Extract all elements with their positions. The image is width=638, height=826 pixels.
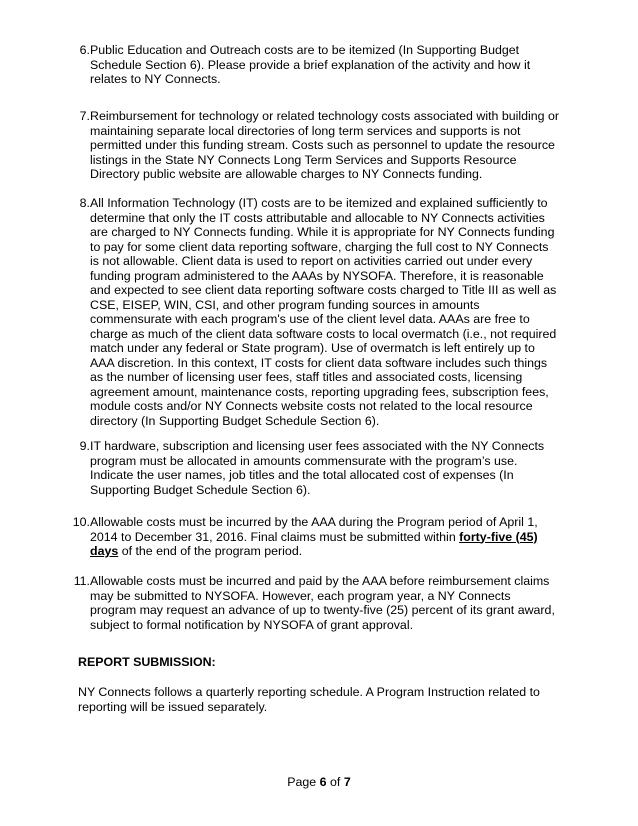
- text-line: module costs and/or NY Connects website costs not related to the local resource: [90, 399, 533, 413]
- page-word: Page: [287, 775, 317, 789]
- item-number: 8.: [79, 196, 90, 210]
- list-item-6: [60, 43, 570, 87]
- item-number: 11.: [73, 574, 90, 588]
- text-line: agreement amount, maintenance costs, reporting upgrading fees, subscription fees,: [90, 384, 549, 399]
- text-line: funding program administered to the AAAs by NYSOFA. Therefore, it is reasonable: [90, 268, 544, 283]
- page-footer: [0, 775, 638, 790]
- list-item-9: [60, 439, 570, 497]
- text-line: charge as much of the client data software costs to local overmatch (i.e., not required: [90, 326, 557, 341]
- item-text: [90, 439, 570, 497]
- text-line: reporting will be issued separately.: [78, 699, 268, 714]
- report-submission-heading: REPORT SUBMISSION:: [78, 655, 216, 669]
- text-line: is not allowable. Client data is used to report on activities carried out under every: [90, 254, 533, 268]
- item-number: 6.: [79, 43, 90, 57]
- item-text: [90, 196, 570, 428]
- current-page-number: 6: [319, 775, 327, 789]
- text-run: 2014 to December 31, 2016. Final claims must be submitted within: [90, 529, 460, 544]
- text-line: Reimbursement for technology or related technology costs associated with building or: [90, 109, 560, 123]
- text-line: permitted under this funding stream. Costs such as personnel to update the resource: [90, 138, 555, 152]
- text-line: and expected to see client data reporting software costs charged to Title III as well as: [90, 283, 557, 297]
- text-line: program may request an advance of up to twenty-five (25) percent of its grant award,: [90, 603, 555, 617]
- text-line: may be submitted to NYSOFA. However, each program year, a NY Connects: [90, 588, 511, 603]
- text-line: All Information Technology (IT) costs are to be itemized and explained sufficiently to: [90, 196, 548, 210]
- text-line: program must be allocated in amounts commensurate with the program’s use.: [90, 453, 518, 468]
- text-line: Allowable costs must be incurred by the AAA during the Program period of April 1,: [90, 515, 538, 529]
- list-item-10: [60, 515, 570, 559]
- list-item-8: [60, 196, 570, 428]
- text-line: [90, 544, 570, 559]
- text-line: subject to formal notification by NYSOFA of grant approval.: [90, 617, 414, 632]
- text-line: as the number of licensing user fees, staff titles and associated costs, licensing: [90, 370, 523, 384]
- item-text: [90, 574, 570, 632]
- text-line: relates to NY Connects.: [90, 72, 221, 86]
- list-item-7: [60, 109, 570, 182]
- deadline-emphasis: days: [90, 544, 119, 558]
- deadline-emphasis: forty-five (45): [459, 529, 538, 544]
- of-word: of: [330, 775, 341, 789]
- text-line: Indicate the user names, job titles and the total allocated cost of expenses (In: [90, 468, 514, 482]
- text-line: Directory public website are allowable charges to NY Connects funding.: [90, 167, 483, 181]
- list-item-11: [60, 574, 570, 632]
- text-line: commensurate with each program's use of the client level data. AAAs are free to: [90, 312, 530, 326]
- report-submission-paragraph: [78, 685, 578, 714]
- text-line: CSE, EISEP, WIN, CSI, and other program funding sources in amounts: [90, 297, 480, 312]
- item-text: [90, 43, 570, 87]
- item-number: 10.: [72, 515, 90, 529]
- text-line: [90, 530, 570, 545]
- total-page-number: 7: [343, 775, 351, 789]
- text-line: match under any federal or State program). Use of overmatch is left entirely up to: [90, 341, 535, 355]
- text-line: directory (In Supporting Budget Schedule Section 6).: [90, 413, 380, 428]
- item-number: 9.: [79, 439, 90, 453]
- text-line: are charged to NY Connects funding. While it is appropriate for NY Connects funding: [90, 225, 555, 239]
- item-text: [90, 515, 570, 559]
- text-run: of the end of the program period.: [118, 544, 303, 558]
- text-line: Supporting Budget Schedule Section 6).: [90, 482, 311, 497]
- text-line: IT hardware, subscription and licensing user fees associated with the NY Connects: [90, 439, 545, 453]
- text-line: to pay for some client data reporting software, charging the full cost to NY Connects: [90, 239, 549, 254]
- text-line: maintaining separate local directories of long term services and supports is not: [90, 123, 521, 138]
- text-line: NY Connects follows a quarterly reporting schedule. A Program Instruction related to: [78, 685, 540, 699]
- text-line: Allowable costs must be incurred and paid by the AAA before reimbursement claims: [90, 574, 550, 588]
- text-line: listings in the State NY Connects Long Term Services and Supports Resource: [90, 152, 517, 167]
- item-number: 7.: [79, 109, 90, 123]
- text-line: Schedule Section 6). Please provide a brief explanation of the activity and how it: [90, 57, 531, 72]
- text-line: AAA discretion. In this context, IT costs for client data software includes such things: [90, 355, 548, 370]
- item-text: [90, 109, 570, 182]
- text-line: Public Education and Outreach costs are to be itemized (In Supporting Budget: [90, 43, 520, 57]
- text-line: determine that only the IT costs attributable and allocable to NY Connects activities: [90, 210, 545, 225]
